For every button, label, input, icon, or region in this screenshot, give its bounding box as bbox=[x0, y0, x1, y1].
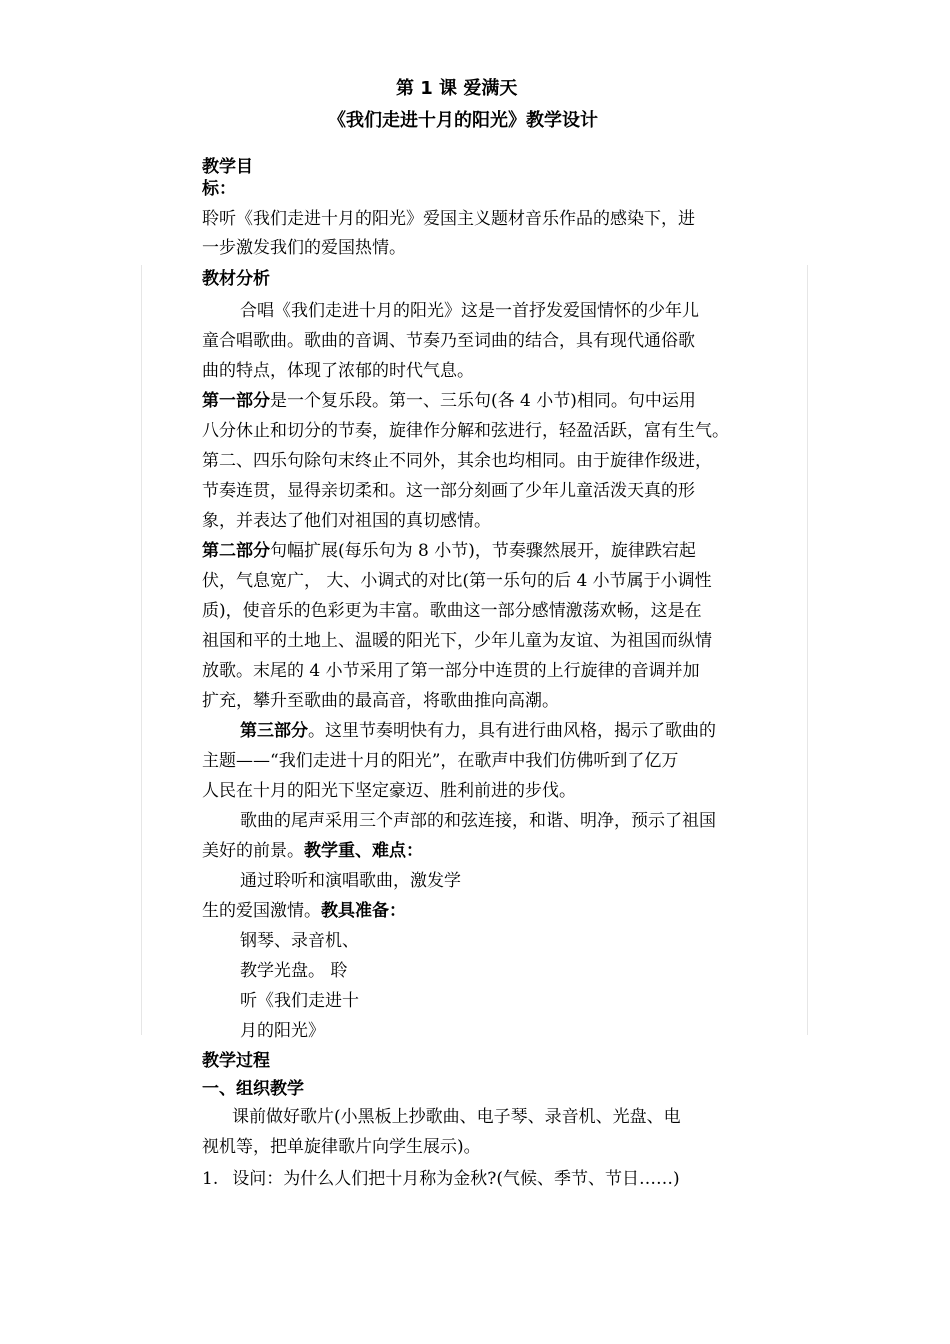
tools-heading: 教具准备： bbox=[321, 901, 406, 921]
process-heading: 教学过程 bbox=[202, 1051, 270, 1071]
analysis-line: 曲的特点，体现了浓郁的时代气息。 bbox=[202, 361, 474, 381]
goal-heading: 教学目 bbox=[202, 157, 253, 177]
goal-heading-end: 标： bbox=[202, 179, 236, 199]
part3-line: 主题——“我们走进十月的阳光”，在歌声中我们仿佛听到了亿万 bbox=[202, 751, 679, 771]
right-margin-rule bbox=[807, 265, 808, 1035]
step1-line: 课前做好歌片(小黑板上抄歌曲、电子琴、录音机、光盘、电 bbox=[232, 1107, 681, 1127]
key-points-heading: 教学重、难点： bbox=[304, 841, 423, 861]
part1-line: 象，并表达了他们对祖国的真切感情。 bbox=[202, 511, 491, 531]
tools-line: 教学光盘。 聆 bbox=[240, 961, 348, 981]
part3-first-text: 。这里节奏明快有力，具有进行曲风格，揭示了歌曲的 bbox=[308, 721, 716, 741]
part2-line: 放歌。末尾的 4 小节采用了第一部分中连贯的上行旋律的音调并加 bbox=[202, 661, 700, 681]
part1-line: 八分休止和切分的节奏，旋律作分解和弦进行，轻盈活跃，富有生气。 bbox=[202, 421, 729, 441]
part2-line: 祖国和平的土地上、温暖的阳光下，少年儿童为友谊、为祖国而纵情 bbox=[202, 631, 712, 651]
part2-line: 质)，使音乐的色彩更为丰富。歌曲这一部分感情激荡欢畅，这是在 bbox=[202, 601, 702, 621]
analysis-line: 合唱《我们走进十月的阳光》这是一首抒发爱国情怀的少年儿 bbox=[240, 301, 699, 321]
tools-line: 钢琴、录音机、 bbox=[240, 931, 359, 951]
key-points-line: 通过聆听和演唱歌曲，激发学 bbox=[240, 871, 461, 891]
part3-first-line bbox=[240, 720, 716, 742]
part1-line: 第二、四乐句除句末终止不同外，其余也均相同。由于旋律作级进， bbox=[202, 451, 712, 471]
part2-line: 伏，气息宽广， 大、小调式的对比(第一乐句的后 4 小节属于小调性 bbox=[202, 571, 712, 591]
part1-first-line bbox=[202, 390, 696, 412]
tools-line: 听《我们走进十 bbox=[240, 991, 359, 1011]
goal-line: 聆听《我们走进十月的阳光》爱国主义题材音乐作品的感染下，进 bbox=[202, 209, 695, 229]
coda-line: 歌曲的尾声采用三个声部的和弦连接，和谐、明净，预示了祖国 bbox=[240, 811, 716, 831]
part3-line: 人民在十月的阳光下坚定豪迈、胜利前进的步伐。 bbox=[202, 781, 576, 801]
lesson-title: 第 1 课 爱满天 bbox=[396, 78, 518, 99]
step1-line: 视机等，把单旋律歌片向学生展示)。 bbox=[202, 1137, 481, 1157]
part2-first-line bbox=[202, 540, 696, 562]
analysis-line: 童合唱歌曲。歌曲的音调、节奏乃至词曲的结合，具有现代通俗歌 bbox=[202, 331, 695, 351]
part2-first-text: 句幅扩展(每乐句为 8 小节)，节奏骤然展开，旋律跌宕起 bbox=[270, 541, 696, 561]
analysis-heading: 教材分析 bbox=[202, 269, 270, 289]
left-margin-rule bbox=[141, 265, 142, 1035]
part2-line: 扩充，攀升至歌曲的最高音，将歌曲推向高潮。 bbox=[202, 691, 559, 711]
key-points-text: 生的爱国激情。 bbox=[202, 901, 321, 921]
key-points-line-2 bbox=[202, 900, 406, 922]
part1-first-text: 是一个复乐段。第一、三乐句(各 4 小节)相同。句中运用 bbox=[270, 391, 696, 411]
coda-text: 美好的前景。 bbox=[202, 841, 304, 861]
question-1-text: 设问：为什么人们把十月称为金秋?(气候、季节、节日……) bbox=[232, 1169, 680, 1189]
question-1-number: 1. bbox=[202, 1169, 219, 1189]
coda-line-2 bbox=[202, 840, 423, 862]
design-title: 《我们走进十月的阳光》教学设计 bbox=[328, 110, 598, 131]
part2-label: 第二部分 bbox=[202, 541, 270, 561]
goal-line: 一步激发我们的爱国热情。 bbox=[202, 238, 406, 258]
question-1-line bbox=[202, 1168, 680, 1190]
step1-heading: 一、组织教学 bbox=[202, 1079, 304, 1099]
tools-line: 月的阳光》 bbox=[240, 1021, 325, 1041]
part1-line: 节奏连贯，显得亲切柔和。这一部分刻画了少年儿童活泼天真的形 bbox=[202, 481, 695, 501]
part1-label: 第一部分 bbox=[202, 391, 270, 411]
part3-label: 第三部分 bbox=[240, 721, 308, 741]
